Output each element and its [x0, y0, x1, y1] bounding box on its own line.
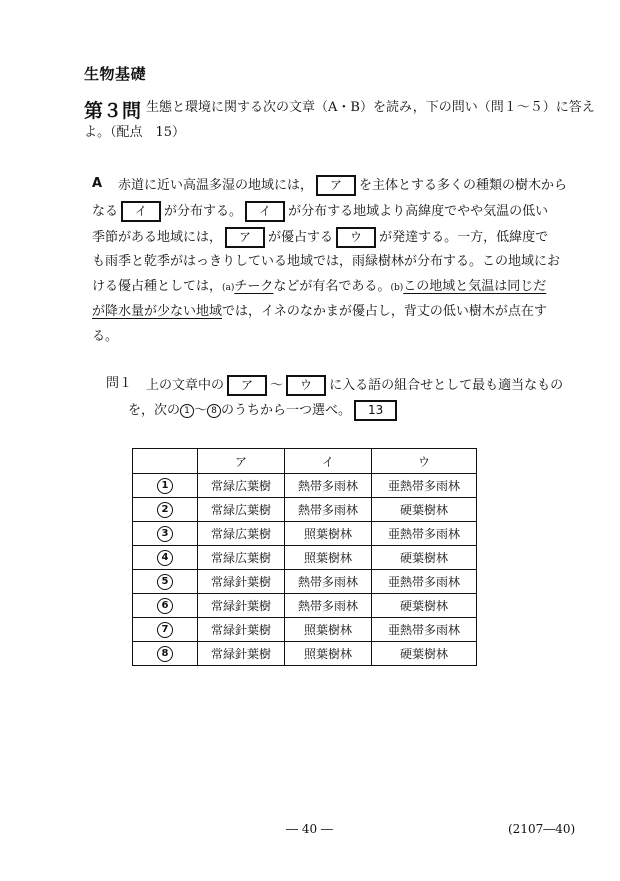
choices-table — [132, 448, 477, 666]
text: ～ — [194, 403, 208, 418]
cell-a: 常緑針葉樹 — [198, 642, 285, 666]
cell-i: 照葉樹林 — [285, 618, 372, 642]
text: が分布する地域より高緯度でやや気温の低い — [288, 204, 549, 219]
text: なる — [92, 204, 119, 219]
blank-a-box: ア — [227, 375, 267, 396]
table-header-row — [133, 449, 477, 474]
table-row — [133, 594, 477, 618]
q1-label: 問１ — [106, 376, 133, 391]
cell-u: 亜熱帯多雨林 — [372, 474, 477, 498]
cell-i: 熱帯多雨林 — [285, 594, 372, 618]
table-row — [133, 570, 477, 594]
table-row — [133, 498, 477, 522]
choice-8-marker: 8 — [207, 404, 221, 418]
text: を，次の — [128, 403, 181, 418]
cell-a: 常緑広葉樹 — [198, 546, 285, 570]
cell-i: 熱帯多雨林 — [285, 474, 372, 498]
text: 赤道に近い高温多湿の地域には， — [118, 178, 314, 193]
q1-line1 — [146, 375, 563, 396]
underline-region: この地域と気温は同じだ — [403, 279, 547, 294]
cell-a: 常緑広葉樹 — [198, 474, 285, 498]
underline-teak: チーク — [234, 279, 274, 294]
text: などが有名である。 — [273, 279, 391, 294]
cell-u: 亜熱帯多雨林 — [372, 570, 477, 594]
passage-line5 — [92, 278, 546, 297]
question-intro-line1: 生態と環境に関する次の文章（A・B）を読み，下の問い（問１～５）に答え — [146, 100, 595, 115]
passage-line6 — [92, 303, 547, 321]
cell-a: 常緑広葉樹 — [198, 522, 285, 546]
cell-u: 硬葉樹林 — [372, 498, 477, 522]
cell-a: 常緑針葉樹 — [198, 570, 285, 594]
blank-u-box: ウ — [286, 375, 326, 396]
text: ～ — [270, 378, 284, 393]
mark-b: (b) — [390, 283, 404, 293]
choice-number — [133, 594, 198, 618]
passage-line3 — [92, 227, 548, 248]
cell-u: 亜熱帯多雨林 — [372, 618, 477, 642]
subject-title: 生物基礎 — [84, 65, 147, 83]
text: ける優占種としては， — [92, 279, 223, 294]
choice-circle: 7 — [157, 622, 173, 638]
table-row — [133, 546, 477, 570]
cell-a: 常緑針葉樹 — [198, 594, 285, 618]
table-row — [133, 642, 477, 666]
cell-i: 照葉樹林 — [285, 522, 372, 546]
header-cell-u: ウ — [372, 449, 477, 474]
choice-number — [133, 498, 198, 522]
exam-code: (2107―40) — [508, 822, 576, 836]
table-row — [133, 474, 477, 498]
choice-circle: 8 — [157, 646, 173, 662]
text: 季節がある地域には， — [92, 230, 223, 245]
q1-line2 — [128, 400, 400, 421]
header-cell-a: ア — [198, 449, 285, 474]
blank-i-box: イ — [121, 201, 161, 222]
question-number: 第３問 — [84, 100, 142, 122]
page-number: ― 40 ― — [286, 822, 333, 836]
choice-circle: 4 — [157, 550, 173, 566]
cell-u: 亜熱帯多雨林 — [372, 522, 477, 546]
blank-a-box: ア — [316, 175, 356, 196]
choice-number — [133, 522, 198, 546]
choice-circle: 2 — [157, 502, 173, 518]
header-cell-i: イ — [285, 449, 372, 474]
text: では，イネのなかまが優占し，背丈の低い樹木が点在す — [222, 304, 547, 319]
choice-number — [133, 642, 198, 666]
choice-circle: 1 — [157, 478, 173, 494]
mark-a: (a) — [222, 283, 235, 293]
passage-line4: も雨季と乾季がはっきりしている地域では，雨緑樹林が分布する。この地域にお — [92, 254, 561, 269]
text: が分布する。 — [164, 204, 243, 219]
section-label: A — [92, 176, 103, 191]
text: が優占する — [268, 230, 334, 245]
cell-a: 常緑広葉樹 — [198, 498, 285, 522]
blank-i-box: イ — [245, 201, 285, 222]
passage-line2 — [92, 201, 548, 222]
text: が発達する。一方，低緯度で — [379, 230, 549, 245]
text: 上の文章中の — [146, 378, 225, 393]
choice-circle: 5 — [157, 574, 173, 590]
choice-number — [133, 618, 198, 642]
underline-region-cont: が降水量が少ない地域 — [92, 304, 223, 319]
cell-u: 硬葉樹林 — [372, 594, 477, 618]
cell-i: 照葉樹林 — [285, 546, 372, 570]
cell-i: 熱帯多雨林 — [285, 498, 372, 522]
text: を主体とする多くの種類の樹木から — [359, 178, 568, 193]
passage-line7: る。 — [92, 329, 119, 344]
table-row — [133, 522, 477, 546]
choice-circle: 6 — [157, 598, 173, 614]
choice-number — [133, 474, 198, 498]
text: に入る語の組合せとして最も適当なもの — [329, 378, 564, 393]
table-row — [133, 618, 477, 642]
passage-line1 — [118, 175, 567, 196]
cell-u: 硬葉樹林 — [372, 642, 477, 666]
text: のうちから一つ選べ。 — [221, 403, 352, 418]
header-cell-number — [133, 449, 198, 474]
question-intro-line2: よ。（配点 15） — [84, 125, 186, 140]
choice-1-marker: 1 — [180, 404, 194, 418]
blank-u-box: ウ — [336, 227, 376, 248]
choice-number — [133, 570, 198, 594]
cell-a: 常緑針葉樹 — [198, 618, 285, 642]
cell-i: 照葉樹林 — [285, 642, 372, 666]
cell-u: 硬葉樹林 — [372, 546, 477, 570]
choice-number — [133, 546, 198, 570]
cell-i: 熱帯多雨林 — [285, 570, 372, 594]
blank-a-box: ア — [225, 227, 265, 248]
choice-circle: 3 — [157, 526, 173, 542]
answer-number-box: 13 — [354, 400, 397, 421]
